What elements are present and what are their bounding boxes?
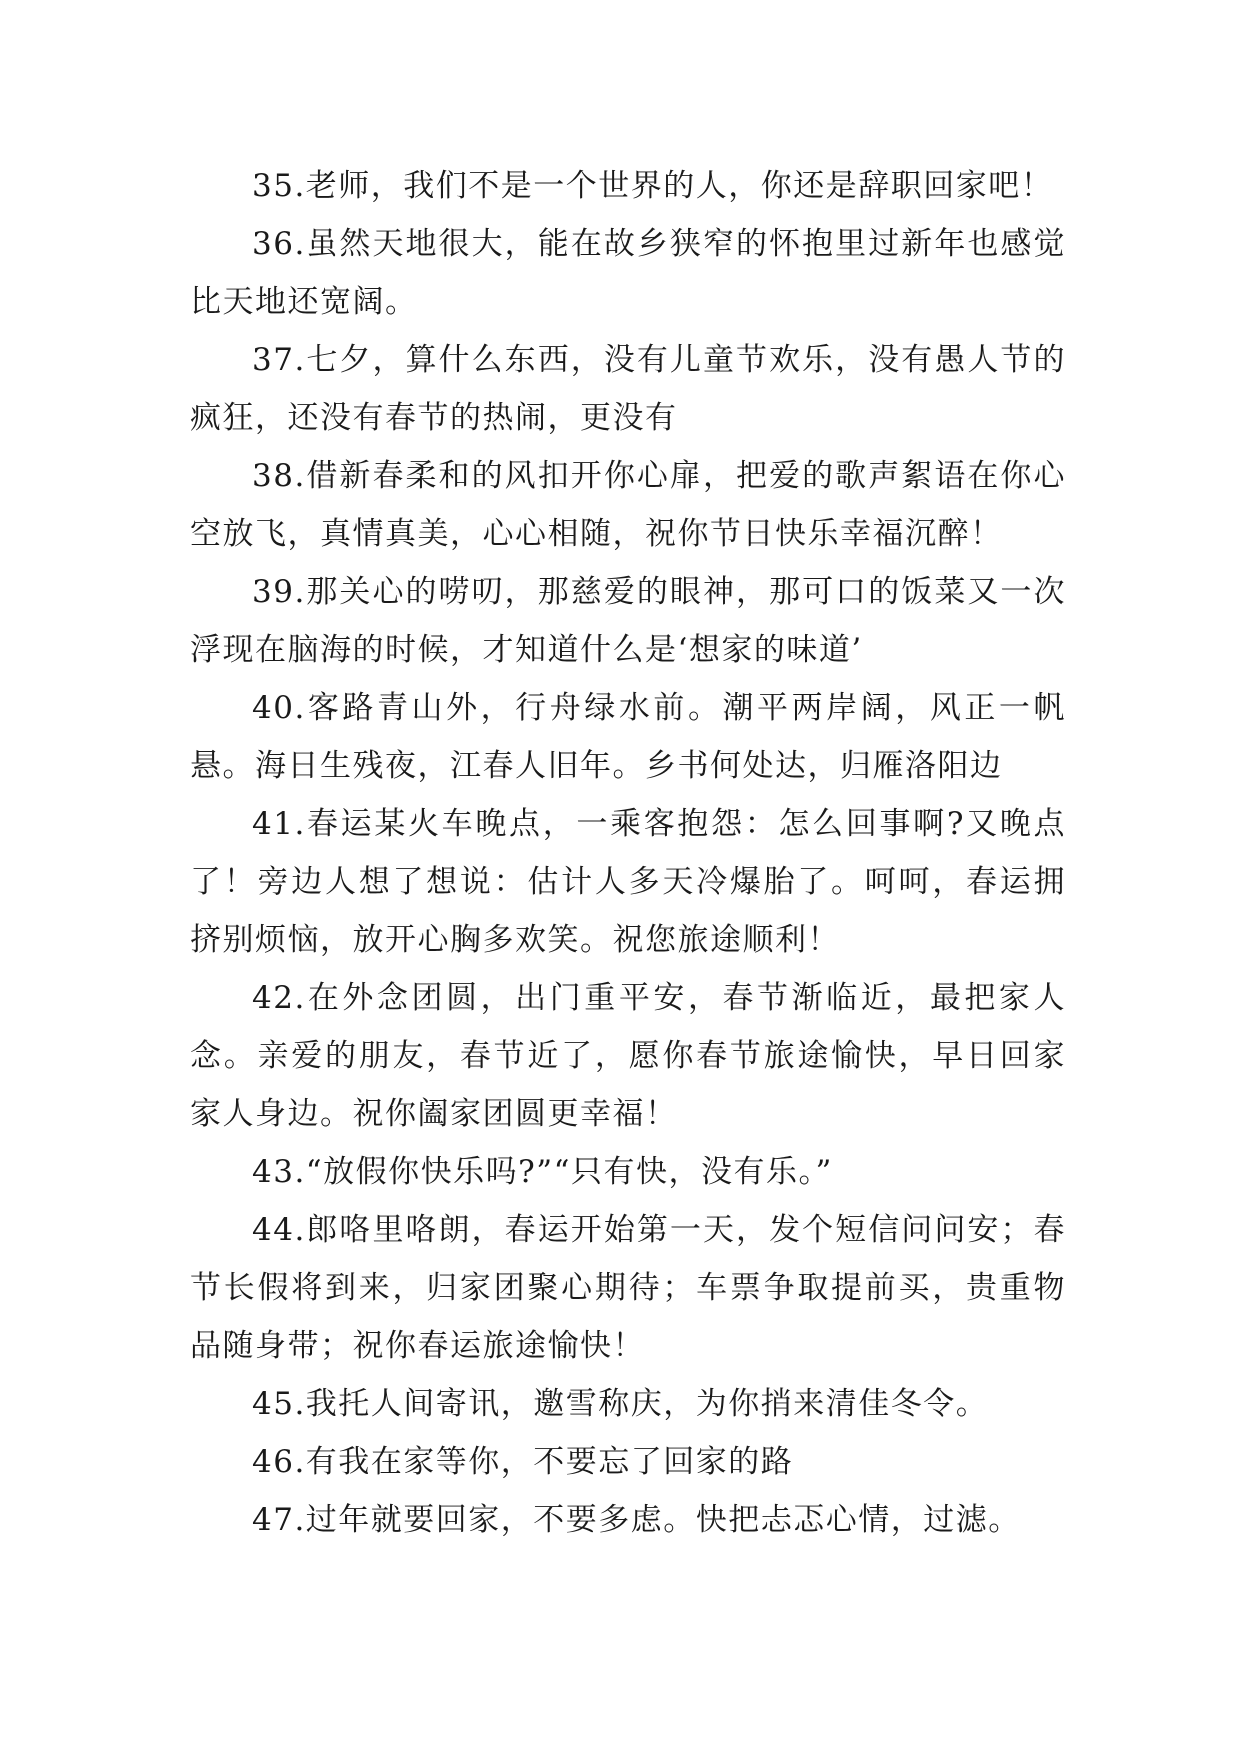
paragraph-43: 43.“放假你快乐吗?”“只有快，没有乐。” [252,1154,833,1190]
paragraph-40: 40.客路青山外，行舟绿水前。潮平两岸阔，风正一帆悬。海日生残夜，江春人旧年。乡书何处达，归雁洛阳边 [190,690,1066,784]
paragraph-42: 42.在外念团圆，出门重平安，春节渐临近，最把家人念。亲爱的朋友，春节近了，愿你春节旅途愉快，早日回家家人身边。祝你阖家团圆更幸福！ [190,980,1066,1132]
paragraph-37: 37.七夕，算什么东西，没有儿童节欢乐，没有愚人节的疯狂，还没有春节的热闹，更没有 [190,342,1066,436]
paragraph-39: 39.那关心的唠叨，那慈爱的眼神，那可口的饭菜又一次浮现在脑海的时候，才知道什么是‘想家的味道’ [190,574,1066,668]
paragraph-46: 46.有我在家等你，不要忘了回家的路 [252,1444,794,1480]
paragraph-47: 47.过年就要回家，不要多虑。快把忐忑心情，过滤。 [252,1502,1021,1538]
paragraph-36: 36.虽然天地很大，能在故乡狭窄的怀抱里过新年也感觉比天地还宽阔。 [190,226,1066,320]
document-body [190,157,1066,1549]
paragraph-41: 41.春运某火车晚点，一乘客抱怨：怎么回事啊?又晚点了！旁边人想了想说：估计人多天冷爆胎了。呵呵，春运拥挤别烦恼，放开心胸多欢笑。祝您旅途顺利！ [190,806,1066,958]
paragraph-35: 35.老师，我们不是一个世界的人，你还是辞职回家吧！ [252,168,1054,204]
paragraph-45: 45.我托人间寄讯，邀雪称庆，为你捎来清佳冬令。 [252,1386,989,1422]
paragraph-44: 44.郎咯里咯朗，春运开始第一天，发个短信问问安；春节长假将到来，归家团聚心期待；车票争取提前买，贵重物品随身带；祝你春运旅途愉快！ [190,1212,1066,1364]
paragraph-38: 38.借新春柔和的风扣开你心扉，把爱的歌声絮语在你心空放飞，真情真美，心心相随，祝你节日快乐幸福沉醉！ [190,458,1066,552]
